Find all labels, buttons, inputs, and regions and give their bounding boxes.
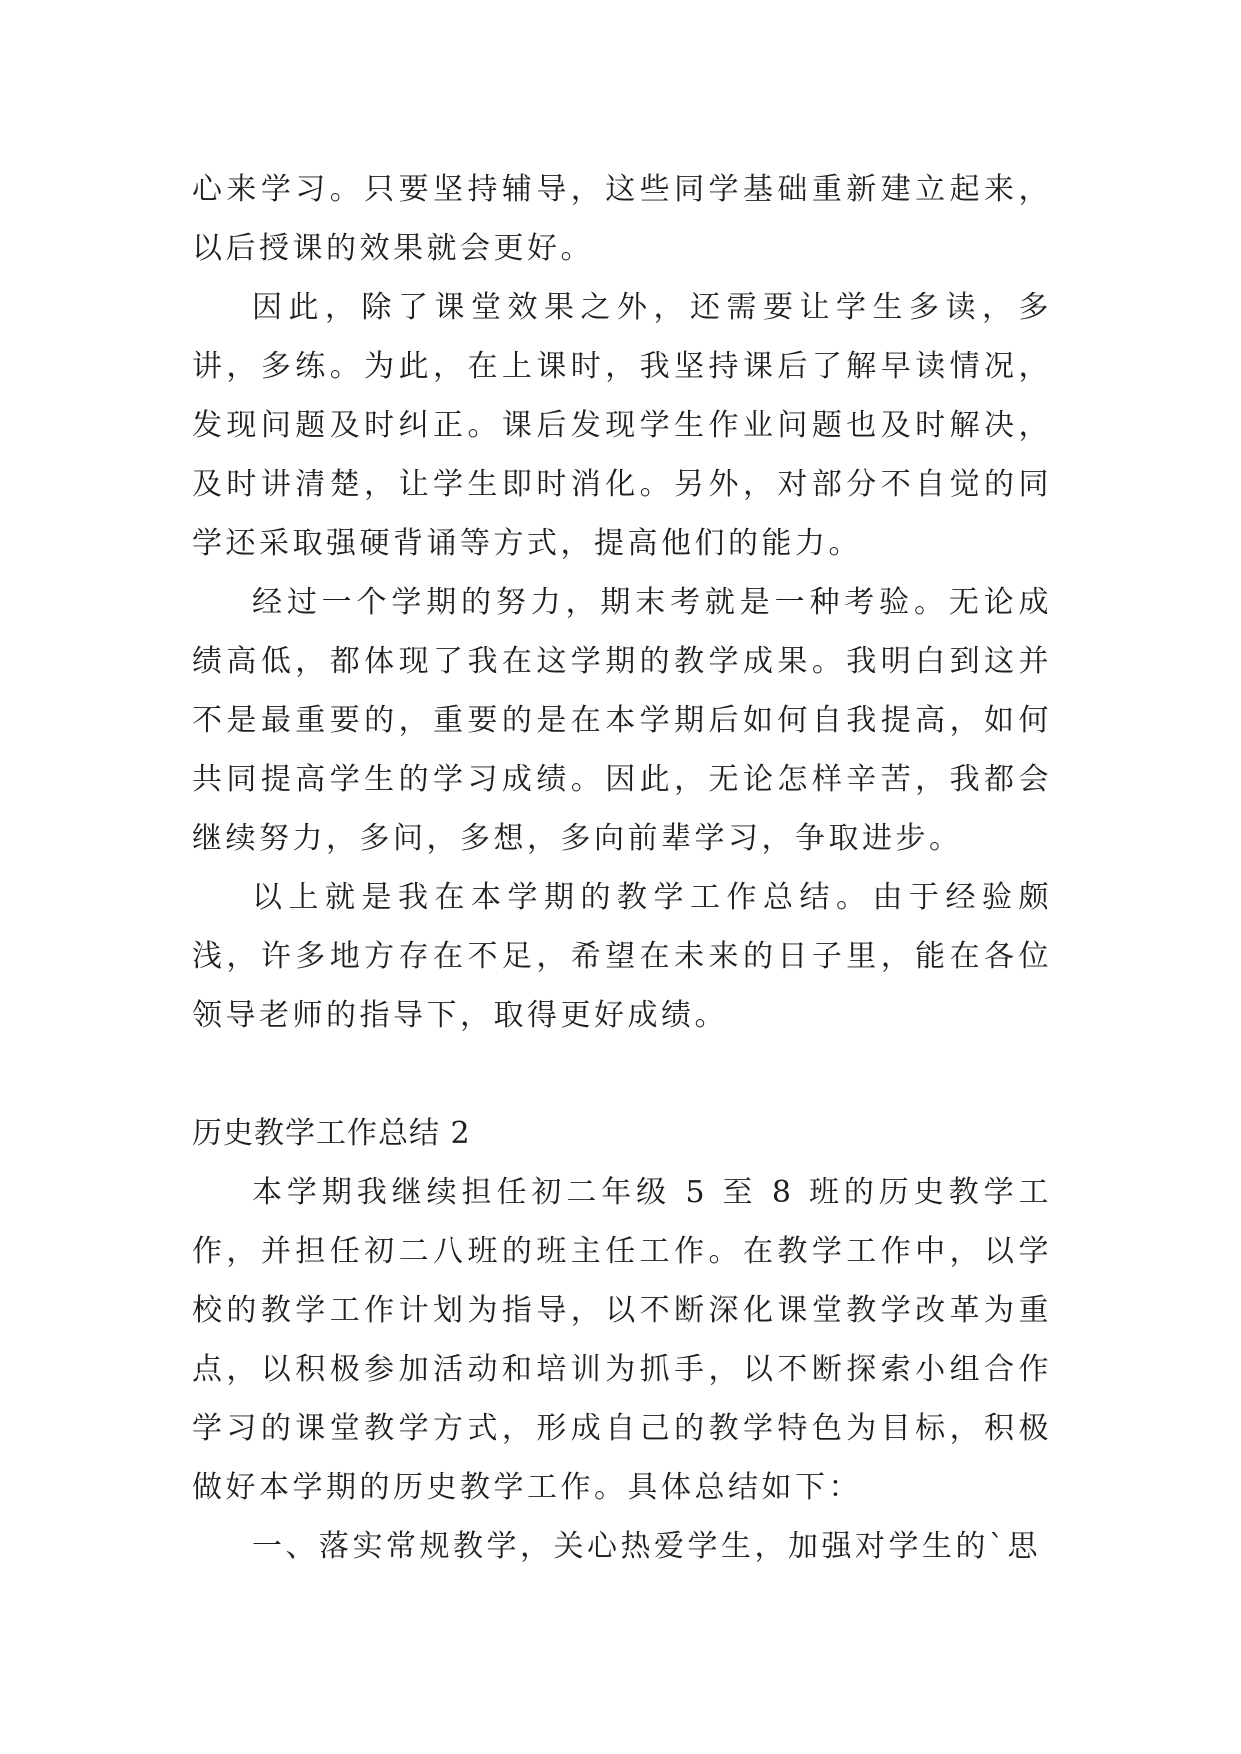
paragraph: 因此，除了课堂效果之外，还需要让学生多读，多讲，多练。为此，在上课时，我坚持课后了解早读情况，发现问题及时纠正。课后发现学生作业问题也及时解决，及时讲清楚，让学生即时消化。另外，对部分不自觉的同学还采取强硬背诵等方式，提高他们的能力。 xyxy=(192,290,1052,561)
paragraph: 以上就是我在本学期的教学工作总结。由于经验颇浅，许多地方存在不足，希望在未来的日子里，能在各位领导老师的指导下，取得更好成绩。 xyxy=(192,880,1052,1033)
paragraph: 心来学习。只要坚持辅导，这些同学基础重新建立起来，以后授课的效果就会更好。 xyxy=(192,172,1052,266)
paragraph: 本学期我继续担任初二年级 5 至 8 班的历史教学工作，并担任初二八班的班主任工作。在教学工作中，以学校的教学工作计划为指导，以不断深化课堂教学改革为重点，以积极参加活动和培训为抓手，以不断探索小组合作学习的课堂教学方式，形成自己的教学特色为目标，积极做好本学期的历史教学工作。具体总结如下： xyxy=(192,1175,1052,1505)
paragraph: 经过一个学期的努力，期末考就是一种考验。无论成绩高低，都体现了我在这学期的教学成果。我明白到这并不是最重要的，重要的是在本学期后如何自我提高，如何共同提高学生的学习成绩。因此，无论怎样辛苦，我都会继续努力，多问，多想，多向前辈学习，争取进步。 xyxy=(192,585,1052,856)
paragraph: 一、落实常规教学，关心热爱学生，加强对学生的`思 xyxy=(252,1529,1041,1564)
section-title: 历史教学工作总结 2 xyxy=(192,1116,471,1151)
document-body xyxy=(192,160,1052,1576)
